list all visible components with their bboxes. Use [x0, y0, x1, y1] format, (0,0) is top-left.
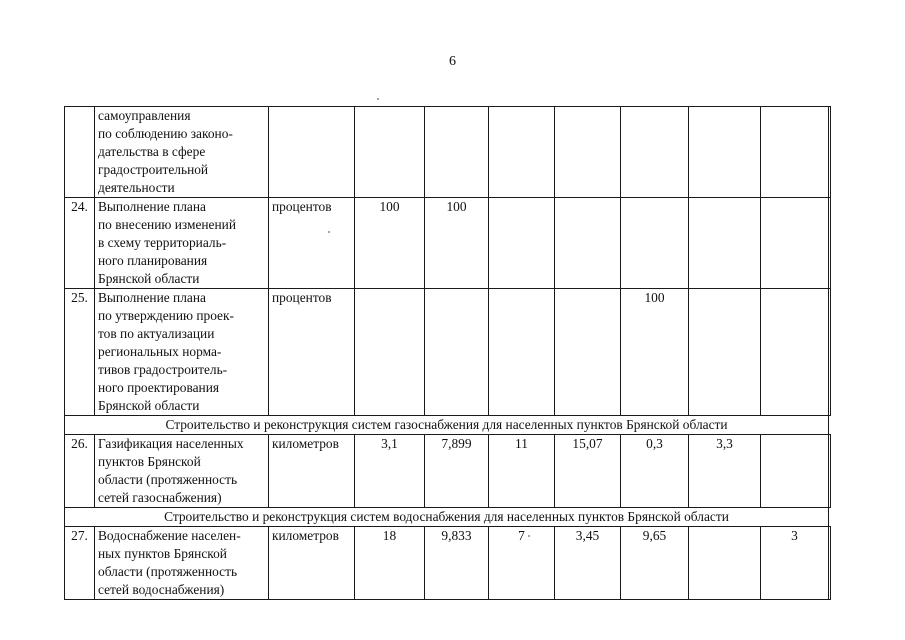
value-cell: 3,1	[355, 435, 425, 508]
indicator-name	[95, 107, 269, 198]
value-cell: 18	[355, 527, 425, 600]
indicator-name-line: Брянской области	[98, 398, 200, 413]
indicator-name-line: ного планирования	[98, 253, 208, 268]
section-header-row	[65, 508, 831, 527]
value-cell	[689, 289, 761, 416]
indicator-name-line: Водоснабжение населен-	[98, 528, 241, 543]
unit-cell: процентов	[269, 198, 355, 289]
value-cell	[829, 289, 831, 416]
value-cell	[555, 289, 621, 416]
unit-cell: процентов	[269, 289, 355, 416]
value-cell: 3,3	[689, 435, 761, 508]
table-row	[65, 435, 831, 508]
value-cell	[425, 107, 489, 198]
value-cell	[829, 527, 831, 600]
row-number: 26.	[65, 435, 95, 508]
row-number	[65, 107, 95, 198]
value-cell	[355, 289, 425, 416]
indicator-name-line: ных пунктов Брянской	[98, 546, 227, 561]
value-cell	[829, 435, 831, 508]
value-cell: 11	[489, 435, 555, 508]
table-body	[65, 107, 831, 600]
value-cell	[761, 289, 829, 416]
value-cell	[489, 198, 555, 289]
unit-cell: километров	[269, 435, 355, 508]
indicator-name	[95, 289, 269, 416]
value-cell: 15,07	[555, 435, 621, 508]
table-row	[65, 107, 831, 198]
indicator-name-line: Выполнение плана	[98, 199, 206, 214]
indicator-name-line: тов по актуализации	[98, 326, 215, 341]
value-cell	[355, 107, 425, 198]
unit-cell	[269, 107, 355, 198]
value-cell: 3	[761, 527, 829, 600]
value-cell: 3,45	[555, 527, 621, 600]
value-cell	[621, 107, 689, 198]
value-cell	[761, 107, 829, 198]
value-cell: 100	[355, 198, 425, 289]
section-header-row	[65, 416, 831, 435]
value-cell	[425, 289, 489, 416]
row-number: 24.	[65, 198, 95, 289]
scan-speck	[328, 231, 330, 233]
indicator-name	[95, 435, 269, 508]
section-title: Строительство и реконструкция систем газоснабжения для населенных пунктов Брянской области	[65, 416, 829, 435]
indicator-name-line: Брянской области	[98, 271, 200, 286]
indicator-name-line: сетей водоснабжения)	[98, 582, 225, 597]
value-cell: 100	[425, 198, 489, 289]
row-number: 27.	[65, 527, 95, 600]
indicator-name-line: Выполнение плана	[98, 290, 206, 305]
value-cell: 9,65	[621, 527, 689, 600]
indicator-name-line: градостроительной	[98, 162, 209, 177]
value-cell	[689, 107, 761, 198]
value-cell	[489, 107, 555, 198]
indicator-name-line: тивов градостроитель-	[98, 362, 228, 377]
value-cell	[829, 198, 831, 289]
page-number: 6	[449, 54, 456, 69]
value-cell	[689, 198, 761, 289]
indicator-name-line: Газификация населенных	[98, 436, 244, 451]
indicator-name-line: по соблюдению законо-	[98, 126, 233, 141]
indicator-name-line: ного проектирования	[98, 380, 220, 395]
indicator-name-line: региональных норма-	[98, 344, 222, 359]
value-cell	[555, 198, 621, 289]
value-cell	[689, 527, 761, 600]
indicator-name-line: самоуправления	[98, 108, 191, 123]
section-title: Строительство и реконструкция систем водоснабжения для населенных пунктов Брянской области	[65, 508, 829, 527]
indicator-name-line: сетей газоснабжения)	[98, 490, 222, 505]
indicator-name-line: по утверждению проек-	[98, 308, 234, 323]
value-cell	[489, 289, 555, 416]
value-cell: 0,3	[621, 435, 689, 508]
table-row	[65, 198, 831, 289]
indicator-name-line: области (протяженность	[98, 472, 238, 487]
scan-speck	[528, 535, 530, 537]
value-cell	[829, 107, 831, 198]
indicator-name-line: в схему территориаль-	[98, 235, 227, 250]
indicator-name-line: пунктов Брянской	[98, 454, 201, 469]
value-cell: 7,899	[425, 435, 489, 508]
value-cell: 9,833	[425, 527, 489, 600]
row-number: 25.	[65, 289, 95, 416]
indicator-name	[95, 527, 269, 600]
value-cell: 7	[489, 527, 555, 600]
value-cell	[555, 107, 621, 198]
unit-cell: километров	[269, 527, 355, 600]
indicator-name-line: по внесению изменений	[98, 217, 236, 232]
value-cell	[761, 198, 829, 289]
value-cell	[761, 435, 829, 508]
value-cell: 100	[621, 289, 689, 416]
scan-speck	[377, 98, 379, 100]
indicator-name-line: деятельности	[98, 180, 175, 195]
table-row	[65, 527, 831, 600]
indicator-name	[95, 198, 269, 289]
indicators-table	[64, 106, 831, 600]
value-cell	[621, 198, 689, 289]
indicator-name-line: дательства в сфере	[98, 144, 206, 159]
table-row	[65, 289, 831, 416]
indicator-name-line: области (протяженность	[98, 564, 238, 579]
